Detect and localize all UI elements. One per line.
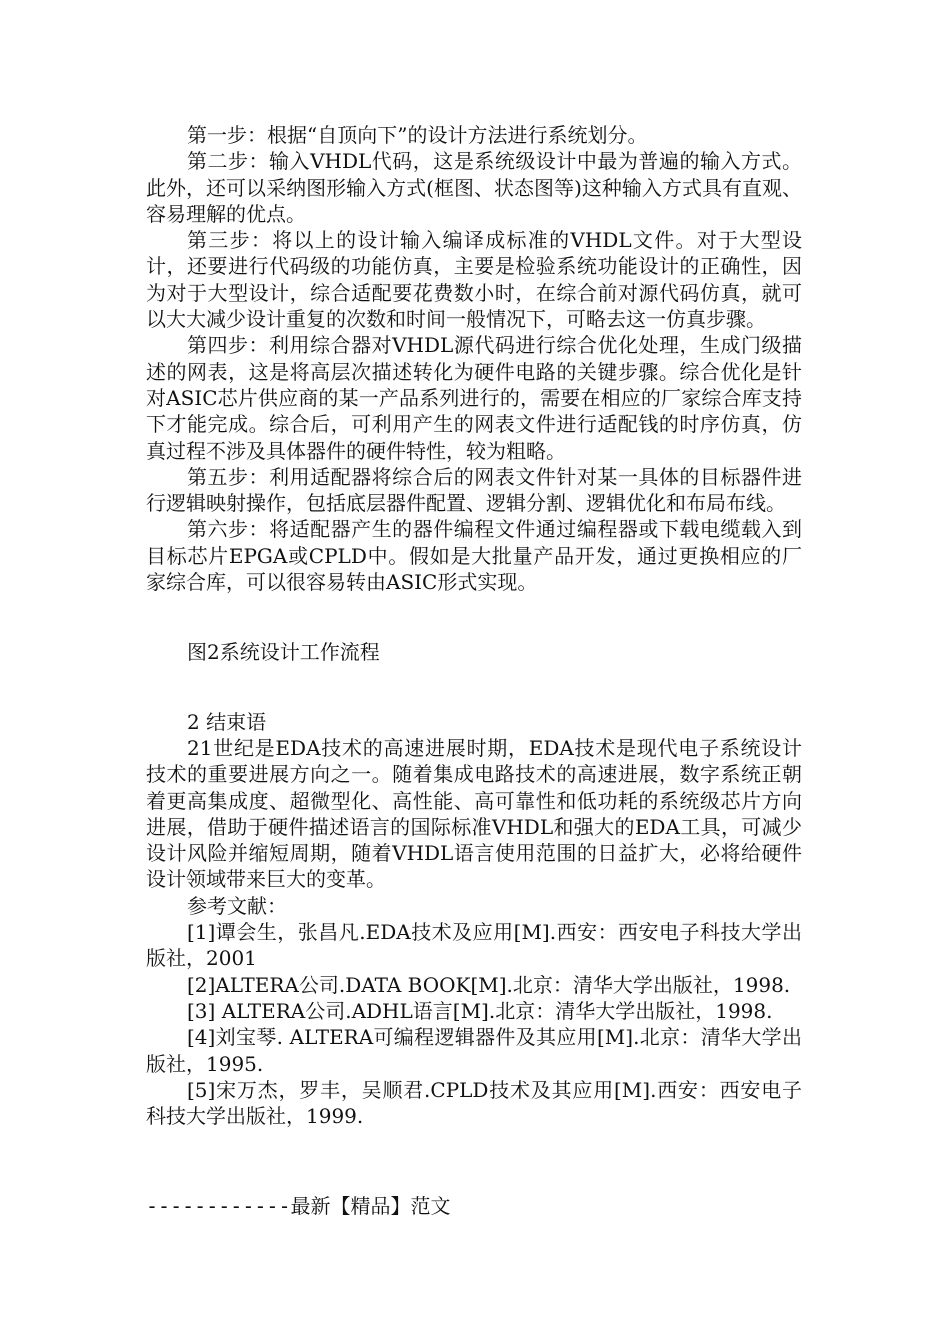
conclusion-body: 21世纪是EDA技术的高速进展时期，EDA技术是现代电子系统设计技术的重要进展方向之一。随着集成电路技术的高速进展，数字系统正朝着更高集成度、超微型化、高性能、高可靠性和低功耗的系统级芯片方向进展，借助于硬件描述语言的国际标准VHDL和强大的EDA工具，可减少设计风险并缩短周期，随着VHDL语言使用范围的日益扩大，必将给硬件设计领域带来巨大的变革。 [146,735,802,892]
footer-text: ------------最新【精品】范文 [146,1194,451,1218]
step-3: 第三步：将以上的设计输入编译成标准的VHDL文件。对于大型设计，还要进行代码级的功能仿真，主要是检验系统功能设计的正确性，因为对于大型设计，综合适配要花费数小时，在综合前对源代码仿真，就可以大大减少设计重复的次数和时间一般情况下，可略去这一仿真步骤。 [146,228,802,332]
reference-item-1: [1]谭会生，张昌凡.EDA技术及应用[M].西安：西安电子科技大学出版社，2001 [146,920,802,971]
step-6: 第六步：将适配器产生的器件编程文件通过编程器或下载电缆载入到目标芯片EPGA或CPLD中。假如是大批量产品开发，通过更换相应的厂家综合库，可以很容易转由ASIC形式实现。 [146,517,802,595]
reference-item-3: [3] ALTERA公司.ADHL语言[M].北京：清华大学出版社，1998. [187,998,773,1023]
step-2: 第二步：输入VHDL代码，这是系统级设计中最为普遍的输入方式。此外，还可以采纳图形输入方式(框图、状态图等)这种输入方式具有直观、容易理解的优点。 [146,149,802,226]
document-body [146,122,802,1129]
conclusion-heading: 2 结束语 [187,709,267,734]
figure-caption: 图2系统设计工作流程 [187,640,380,665]
reference-item-5: [5]宋万杰，罗丰，吴顺君.CPLD技术及其应用[M].西安：西安电子科技大学出版社，1999. [146,1077,802,1129]
step-4: 第四步：利用综合器对VHDL源代码进行综合优化处理，生成门级描述的网表，这是将高层次描述转化为硬件电路的关键步骤。综合优化是针对ASIC芯片供应商的某一产品系列进行的，需要在相应的厂家综合库支持下才能完成。综合后，可利用产生的网表文件进行适配钱的时序仿真，仿真过程不涉及具体器件的硬件特性，较为粗略。 [146,333,802,463]
reference-item-2: [2]ALTERA公司.DATA BOOK[M].北京：清华大学出版社，1998. [187,972,791,997]
reference-item-4: [4]刘宝琴. ALTERA可编程逻辑器件及其应用[M].北京：清华大学出版社，1995. [146,1025,802,1076]
references-heading: 参考文献： [187,893,287,918]
step-1: 第一步：根据“自顶向下”的设计方法进行系统划分。 [187,123,648,147]
step-5: 第五步：利用适配器将综合后的网表文件针对某一具体的目标器件进行逻辑映射操作，包括底层器件配置、逻辑分割、逻辑优化和布局布线。 [146,464,802,516]
